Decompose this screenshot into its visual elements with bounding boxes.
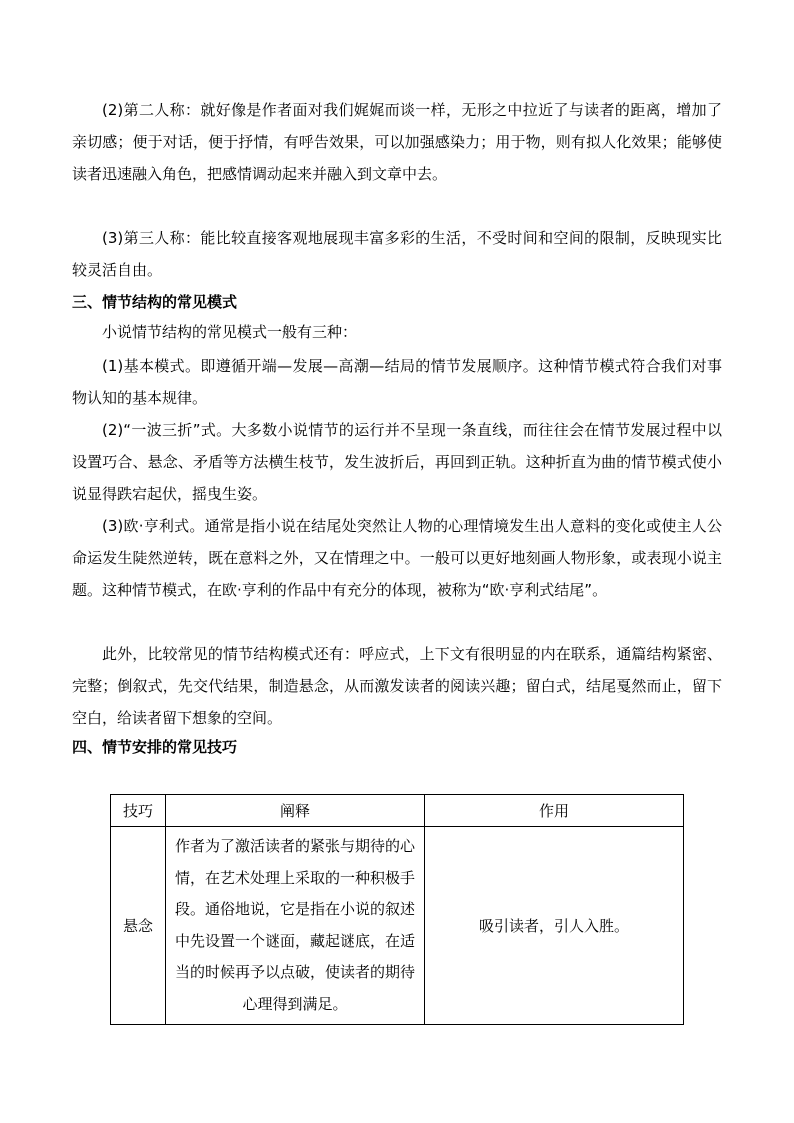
paragraph-third-person: (3)第三人称：能比较直接客观地展现丰富多彩的生活，不受时间和空间的限制，反映现实比较灵活自由。 xyxy=(72,229,722,279)
table-row xyxy=(111,827,684,1025)
techniques-table xyxy=(110,794,684,1025)
paragraph-other-modes: 此外，比较常见的情节结构模式还有：呼应式，上下文有很明显的内在联系，通篇结构紧密、完整；倒叙式，先交代结果，制造悬念，从而激发读者的阅读兴趣；留白式，结尾戛然而止，留下空白，给读者留下想象的空间。 xyxy=(72,645,722,727)
table-header-technique: 技巧 xyxy=(111,795,166,827)
paragraph-second-person: (2)第二人称：就好像是作者面对我们娓娓而谈一样，无形之中拉近了与读者的距离，增加了亲切感；便于对话，便于抒情，有呼告效果，可以加强感染力；用于物，则有拟人化效果；能够使读者迅速融入角色，把感情调动起来并融入到文章中去。 xyxy=(72,101,722,183)
paragraph-intro: 小说情节结构的常见模式一般有三种： xyxy=(102,323,358,341)
table-cell-explanation: 作者为了激活读者的紧张与期待的心情，在艺术处理上采取的一种积极手段。通俗地说，它是指在小说的叙述中先设置一个谜面，藏起谜底，在适当的时候再予以点破，使读者的期待心理得到满足。 xyxy=(166,827,425,1025)
paragraph-basic-mode: (1)基本模式。即遵循开端—发展—高潮—结局的情节发展顺序。这种情节模式符合我们对事物认知的基本规律。 xyxy=(72,357,722,407)
table-cell-technique: 悬念 xyxy=(111,827,166,1025)
section-heading-plot-structure: 三、情节结构的常见模式 xyxy=(72,293,238,311)
section-heading-plot-techniques: 四、情节安排的常见技巧 xyxy=(72,738,238,756)
table-header-effect: 作用 xyxy=(425,795,684,827)
paragraph-twists-mode: (2)“一波三折”式。大多数小说情节的运行并不呈现一条直线，而往往会在情节发展过程中以设置巧合、悬念、矛盾等方法横生枝节，发生波折后，再回到正轨。这种折直为曲的情节模式使小说显得跌宕起伏，摇曳生姿。 xyxy=(72,421,722,503)
table-header-row xyxy=(111,795,684,827)
paragraph-ohenry-mode: (3)欧·亨利式。通常是指小说在结尾处突然让人物的心理情境发生出人意料的变化或使主人公命运发生陡然逆转，既在意料之外，又在情理之中。一般可以更好地刻画人物形象，或表现小说主题。这种情节模式，在欧·亨利的作品中有充分的体现，被称为“欧·亨利式结尾”。 xyxy=(72,517,722,599)
table-header-explanation: 阐释 xyxy=(166,795,425,827)
table-cell-effect: 吸引读者，引人入胜。 xyxy=(425,827,684,1025)
